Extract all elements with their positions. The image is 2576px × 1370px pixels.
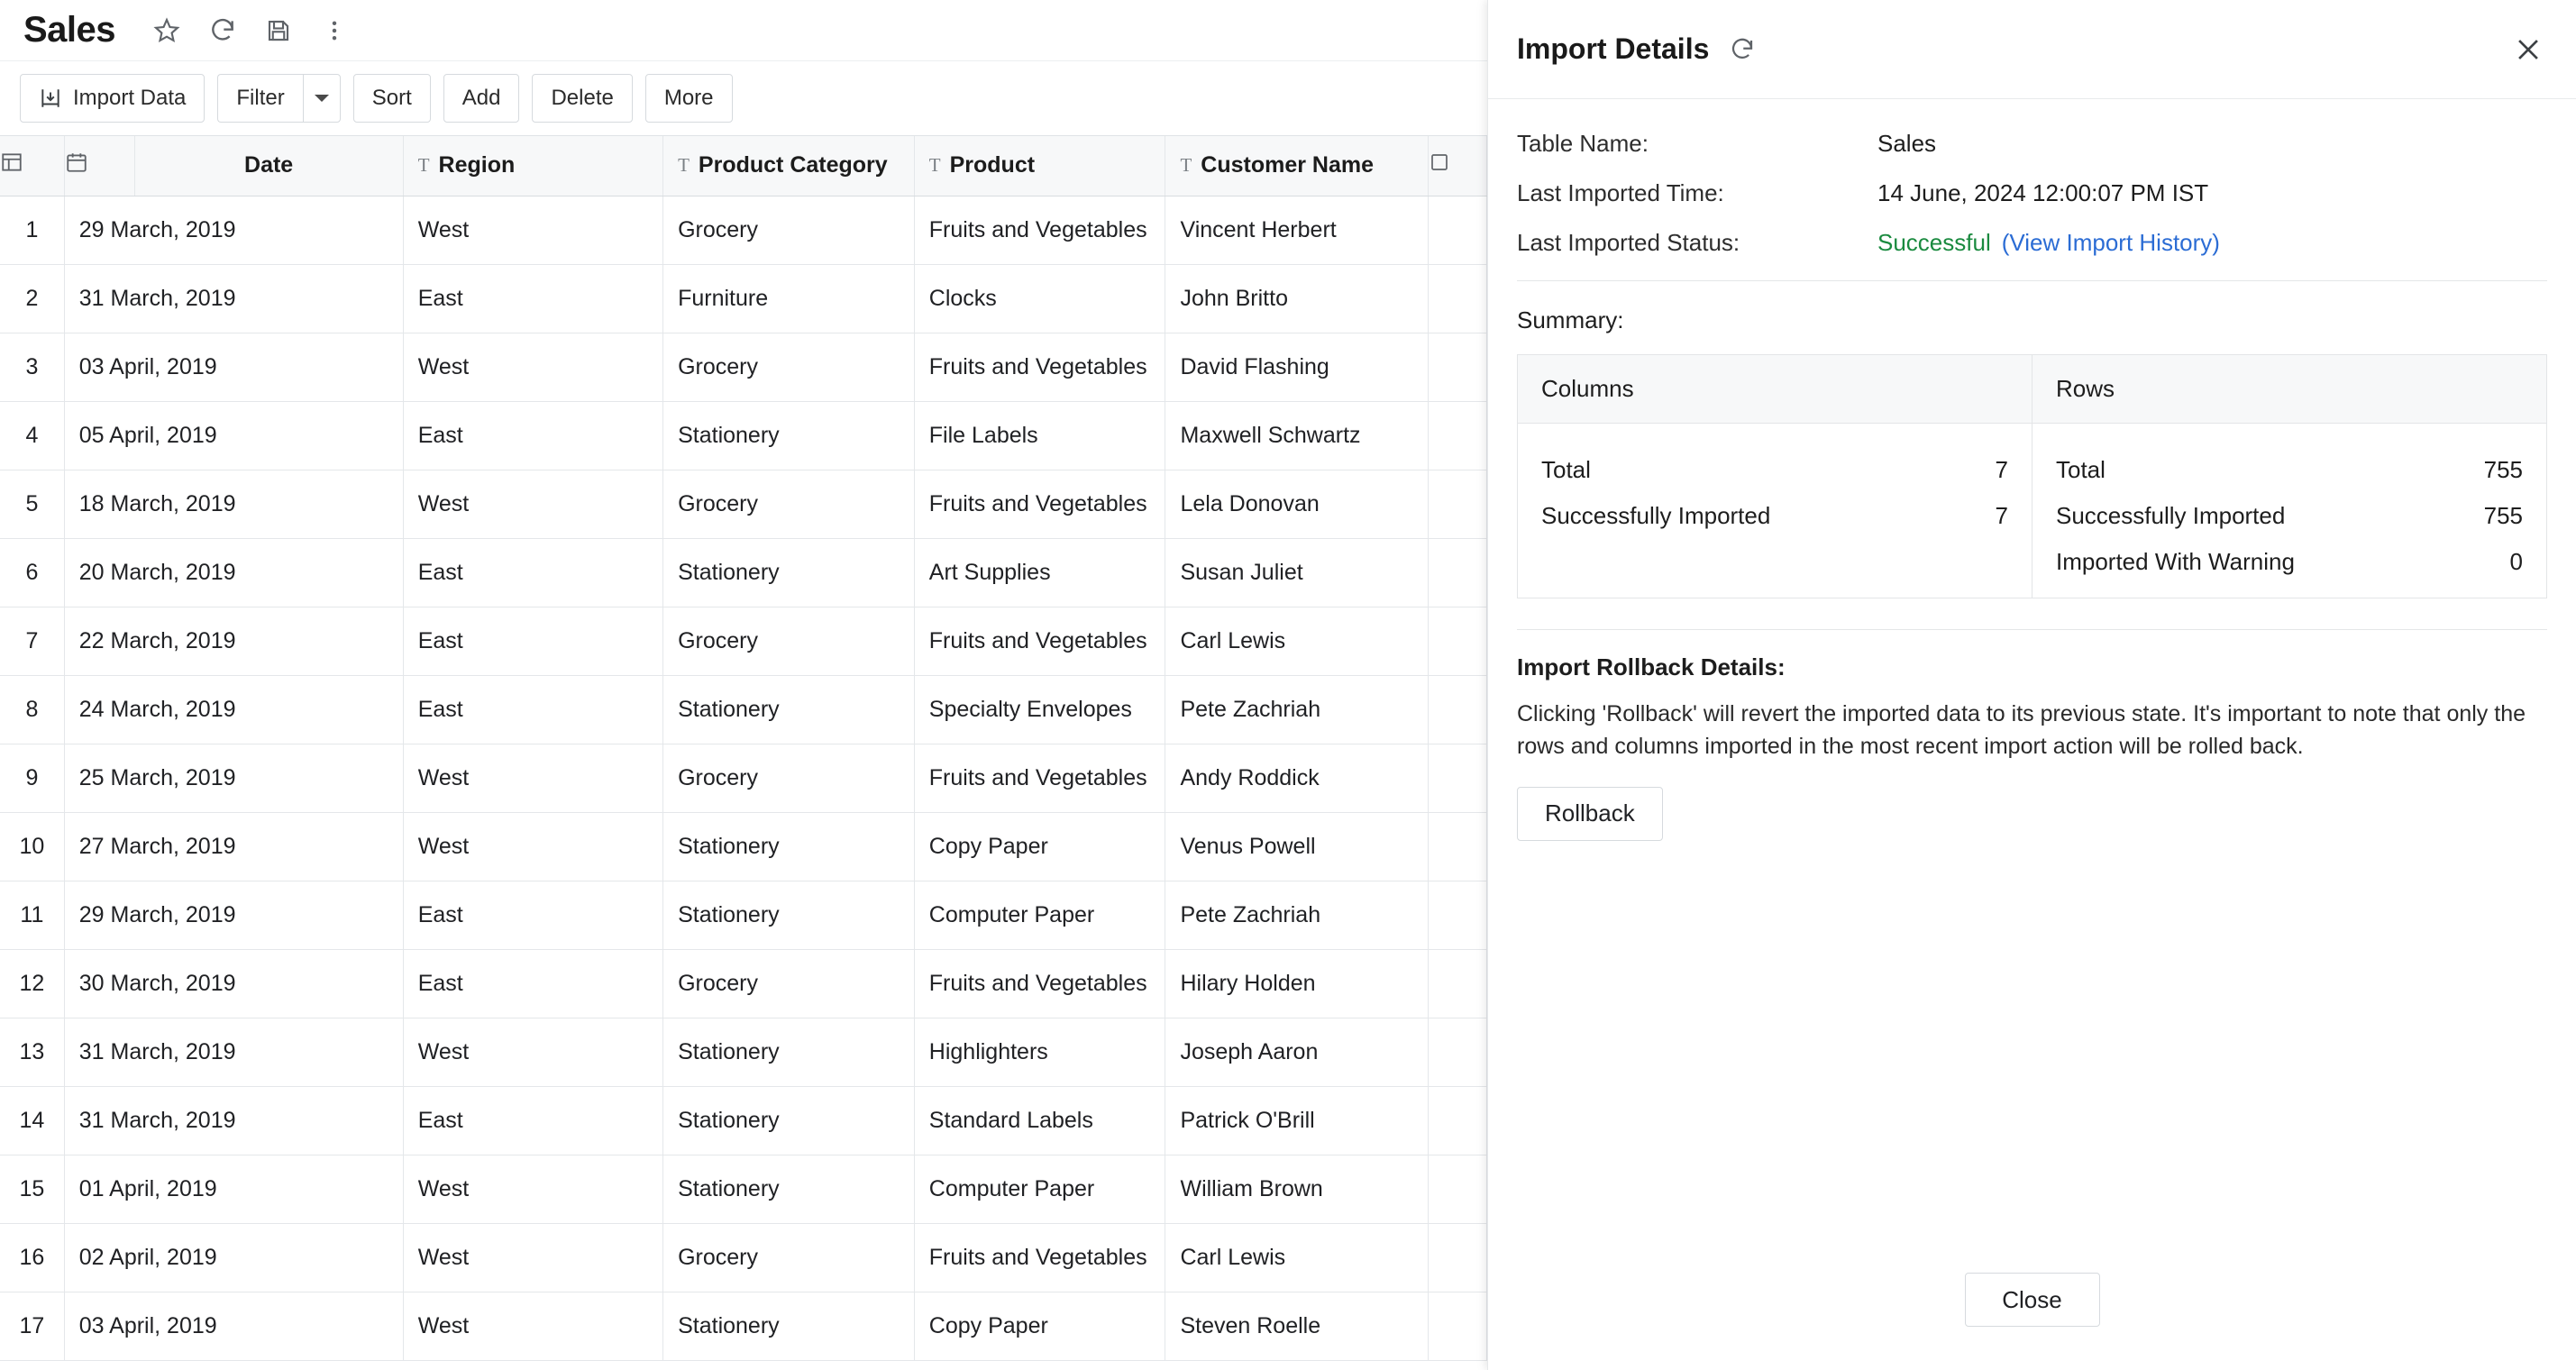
cell-product[interactable]: Computer Paper [914,881,1165,949]
cell-product[interactable]: Fruits and Vegetables [914,744,1165,812]
table-row[interactable] [0,881,1487,949]
table-row[interactable] [0,949,1487,1018]
cell-category[interactable]: Stationery [663,812,915,881]
cell-category[interactable]: Stationery [663,538,915,607]
summary-columns-cell [1518,424,2032,598]
field-table-name [1517,130,2547,158]
more-vertical-icon[interactable] [315,12,353,50]
cell-category[interactable]: Stationery [663,1155,915,1223]
cell-extra[interactable] [1429,1292,1487,1360]
sort-label: Sort [371,86,412,110]
cell-extra[interactable] [1429,264,1487,333]
column-header-date[interactable] [134,136,403,196]
cell-date[interactable]: 30 March, 2019 [64,949,403,1018]
cell-category[interactable]: Stationery [663,1292,915,1360]
cell-customer[interactable]: Susan Juliet [1165,538,1429,607]
summary-item-label: Successfully Imported [2056,502,2286,529]
column-header-customer-name[interactable] [1165,136,1429,196]
cell-product[interactable]: Fruits and Vegetables [914,1223,1165,1292]
panel-body [1488,99,2576,1370]
cell-date[interactable]: 18 March, 2019 [64,470,403,538]
summary-item [2056,436,2523,493]
rollback-button[interactable]: Rollback [1517,787,1663,841]
cell-date[interactable]: 20 March, 2019 [64,538,403,607]
cell-region[interactable]: West [403,1292,662,1360]
cell-region[interactable]: West [403,470,662,538]
refresh-icon[interactable] [1729,36,1756,63]
row-number: 10 [0,812,64,881]
cell-date[interactable]: 03 April, 2019 [64,333,403,401]
table-row[interactable] [0,1086,1487,1155]
summary-item-label: Successfully Imported [1541,502,1771,529]
cell-product[interactable]: File Labels [914,401,1165,470]
cell-product[interactable]: Clocks [914,264,1165,333]
cell-region[interactable]: East [403,881,662,949]
cell-region[interactable]: East [403,675,662,744]
cell-extra[interactable] [1429,470,1487,538]
cell-date[interactable]: 01 April, 2019 [64,1155,403,1223]
import-data-label: Import Data [73,86,187,110]
cell-date[interactable]: 05 April, 2019 [64,401,403,470]
cell-customer[interactable]: John Britto [1165,264,1429,333]
column-header-region-label: Region [438,152,516,178]
date-column-type-icon [64,136,134,196]
cell-region[interactable]: East [403,1086,662,1155]
row-number: 3 [0,333,64,401]
cell-extra[interactable] [1429,744,1487,812]
column-header-product[interactable] [914,136,1165,196]
more-button[interactable] [645,74,733,123]
cell-date[interactable]: 31 March, 2019 [64,1086,403,1155]
table-row[interactable] [0,1155,1487,1223]
cell-extra[interactable] [1429,812,1487,881]
cell-customer[interactable]: Joseph Aaron [1165,1018,1429,1086]
cell-date[interactable]: 31 March, 2019 [64,264,403,333]
cell-category[interactable]: Stationery [663,1018,915,1086]
summary-label: Summary: [1517,306,1624,333]
cell-product[interactable]: Specialty Envelopes [914,675,1165,744]
summary-item [1541,436,2008,493]
cell-date[interactable]: 02 April, 2019 [64,1223,403,1292]
cell-customer[interactable]: Carl Lewis [1165,607,1429,675]
cell-region[interactable]: West [403,1155,662,1223]
cell-category[interactable]: Stationery [663,401,915,470]
divider [1517,280,2547,281]
cell-product[interactable]: Highlighters [914,1018,1165,1086]
cell-customer[interactable]: Maxwell Schwartz [1165,401,1429,470]
cell-category[interactable]: Grocery [663,333,915,401]
cell-extra[interactable] [1429,1086,1487,1155]
text-type-icon: T [1180,154,1192,177]
text-type-icon: T [417,154,430,177]
summary-body-row [1518,424,2547,598]
cell-category[interactable]: Grocery [663,949,915,1018]
column-header-region[interactable] [403,136,662,196]
cell-region[interactable]: West [403,1018,662,1086]
cell-customer[interactable]: William Brown [1165,1155,1429,1223]
cell-customer[interactable]: Lela Donovan [1165,470,1429,538]
cell-category[interactable]: Grocery [663,1223,915,1292]
close-icon[interactable] [2513,34,2544,65]
row-number: 9 [0,744,64,812]
cell-date[interactable]: 22 March, 2019 [64,607,403,675]
table-row[interactable] [0,1223,1487,1292]
table-row[interactable] [0,1292,1487,1360]
cell-extra[interactable] [1429,881,1487,949]
cell-category[interactable]: Furniture [663,264,915,333]
rollback-description: Clicking 'Rollback' will revert the imported data to its previous state. It's important to note that only the rows and columns imported in the most recent import action will be rolled back. [1517,701,2526,760]
cell-product[interactable]: Standard Labels [914,1086,1165,1155]
summary-rows-header: Rows [2032,355,2547,424]
table-row[interactable] [0,538,1487,607]
cell-category[interactable]: Grocery [663,196,915,264]
panel-footer [1488,1273,2576,1327]
table-row[interactable] [0,744,1487,812]
last-imported-time-label: Last Imported Time: [1517,179,1724,206]
summary-rows-cell [2032,424,2547,598]
summary-item-label: Total [1541,456,1591,483]
text-type-icon: T [678,154,690,177]
cell-product[interactable]: Art Supplies [914,538,1165,607]
cell-region[interactable]: West [403,744,662,812]
cell-date[interactable]: 24 March, 2019 [64,675,403,744]
cell-customer[interactable]: Pete Zachriah [1165,881,1429,949]
chevron-down-icon[interactable] [303,74,341,123]
select-all-header[interactable] [0,136,64,196]
cell-date[interactable]: 03 April, 2019 [64,1292,403,1360]
panel-title: Import Details [1517,32,1710,65]
row-number: 5 [0,470,64,538]
column-header-date-label: Date [244,152,294,178]
cell-product[interactable]: Fruits and Vegetables [914,607,1165,675]
cell-product[interactable]: Fruits and Vegetables [914,196,1165,264]
table-row[interactable] [0,675,1487,744]
cell-customer[interactable]: Carl Lewis [1165,1223,1429,1292]
last-imported-time-value: 14 June, 2024 12:00:07 PM IST [1877,179,2209,206]
cell-region[interactable]: East [403,949,662,1018]
column-header-next[interactable] [1429,136,1487,196]
summary-item-value: 755 [2483,502,2523,529]
cell-product[interactable]: Copy Paper [914,1292,1165,1360]
column-header-product-category-label: Product Category [698,152,888,178]
table-row[interactable] [0,196,1487,264]
table-name-label: Table Name: [1517,130,1649,157]
cell-extra[interactable] [1429,1018,1487,1086]
table-row[interactable] [0,1018,1487,1086]
cell-extra[interactable] [1429,607,1487,675]
cell-extra[interactable] [1429,1155,1487,1223]
cell-extra[interactable] [1429,949,1487,1018]
table-row[interactable] [0,812,1487,881]
cell-extra[interactable] [1429,538,1487,607]
cell-category[interactable]: Grocery [663,470,915,538]
summary-item [2056,493,2523,539]
cell-region[interactable]: West [403,812,662,881]
cell-extra[interactable] [1429,675,1487,744]
table-row[interactable] [0,401,1487,470]
column-header-product-category[interactable] [663,136,915,196]
status-badge: Successful [1877,229,1991,256]
row-number: 8 [0,675,64,744]
cell-date[interactable]: 29 March, 2019 [64,196,403,264]
cell-region[interactable]: East [403,264,662,333]
more-label: More [663,86,714,110]
sales-table [0,136,1487,1361]
row-number: 6 [0,538,64,607]
table-row[interactable] [0,470,1487,538]
cell-customer[interactable]: Hilary Holden [1165,949,1429,1018]
summary-item-value: 7 [1995,456,2008,483]
import-icon [39,87,62,110]
row-number: 2 [0,264,64,333]
summary-item-label: Imported With Warning [2056,548,2295,575]
summary-item-value: 755 [2483,456,2523,483]
cell-region[interactable]: West [403,333,662,401]
cell-customer[interactable]: Steven Roelle [1165,1292,1429,1360]
summary-item-value: 7 [1995,502,2008,529]
summary-item-label: Total [2056,456,2106,483]
cell-product[interactable]: Computer Paper [914,1155,1165,1223]
cell-customer[interactable]: Andy Roddick [1165,744,1429,812]
cell-category[interactable]: Stationery [663,1086,915,1155]
row-number: 1 [0,196,64,264]
summary-header-row [1518,355,2547,424]
cell-product[interactable]: Copy Paper [914,812,1165,881]
last-imported-status-label: Last Imported Status: [1517,229,1740,256]
cell-customer[interactable]: Venus Powell [1165,812,1429,881]
row-number: 11 [0,881,64,949]
filter-button[interactable] [217,74,302,123]
row-number: 12 [0,949,64,1018]
cell-date[interactable]: 29 March, 2019 [64,881,403,949]
field-last-imported-time [1517,179,2547,207]
row-number: 13 [0,1018,64,1086]
filter-split-button[interactable] [217,74,340,123]
data-grid[interactable] [0,135,1487,1370]
cell-product[interactable]: Fruits and Vegetables [914,333,1165,401]
cell-category[interactable]: Stationery [663,675,915,744]
delete-label: Delete [551,86,614,110]
view-import-history-link[interactable]: (View Import History) [2001,229,2220,256]
cell-customer[interactable]: Vincent Herbert [1165,196,1429,264]
table-header-row [0,136,1487,196]
panel-header [1488,0,2576,99]
cell-region[interactable]: East [403,607,662,675]
row-number: 4 [0,401,64,470]
row-number: 16 [0,1223,64,1292]
delete-button[interactable] [532,74,632,123]
summary-item [2056,539,2523,585]
table-toolbar [0,61,1487,135]
cell-region[interactable]: East [403,401,662,470]
cell-customer[interactable]: Patrick O'Brill [1165,1086,1429,1155]
table-body [0,196,1487,1360]
cell-customer[interactable]: Pete Zachriah [1165,675,1429,744]
app-title-bar [0,0,1487,61]
summary-item [1541,493,2008,539]
cell-product[interactable]: Fruits and Vegetables [914,470,1165,538]
divider [1517,629,2547,630]
row-number: 17 [0,1292,64,1360]
row-number: 14 [0,1086,64,1155]
cell-extra[interactable] [1429,1223,1487,1292]
table-row[interactable] [0,333,1487,401]
star-icon[interactable] [148,12,186,50]
cell-date[interactable]: 27 March, 2019 [64,812,403,881]
rollback-title: Import Rollback Details: [1517,653,1786,680]
cell-category[interactable]: Grocery [663,744,915,812]
save-icon[interactable] [260,12,297,50]
cell-category[interactable]: Stationery [663,881,915,949]
summary-item-value: 0 [2509,548,2523,575]
cell-customer[interactable]: David Flashing [1165,333,1429,401]
refresh-icon[interactable] [204,12,242,50]
cell-region[interactable]: West [403,196,662,264]
add-label: Add [461,86,501,110]
table-row[interactable] [0,607,1487,675]
sort-button[interactable] [353,74,431,123]
cell-date[interactable]: 25 March, 2019 [64,744,403,812]
cell-extra[interactable] [1429,401,1487,470]
cell-date[interactable]: 31 March, 2019 [64,1018,403,1086]
cell-category[interactable]: Grocery [663,607,915,675]
close-button[interactable]: Close [1965,1273,2100,1327]
import-data-button[interactable] [20,74,205,123]
text-type-icon: T [928,154,941,177]
page-title: Sales [23,10,116,50]
cell-region[interactable]: East [403,538,662,607]
row-number: 7 [0,607,64,675]
add-button[interactable] [443,74,520,123]
field-last-imported-status [1517,229,2547,257]
cell-extra[interactable] [1429,196,1487,264]
column-header-customer-name-label: Customer Name [1201,152,1375,178]
table-name-value: Sales [1877,130,1937,157]
cell-region[interactable]: West [403,1223,662,1292]
cell-extra[interactable] [1429,333,1487,401]
cell-product[interactable]: Fruits and Vegetables [914,949,1165,1018]
filter-label: Filter [236,86,285,110]
table-row[interactable] [0,264,1487,333]
summary-columns-header: Columns [1518,355,2032,424]
import-details-panel [1487,0,2576,1370]
summary-table [1517,354,2547,598]
row-number: 15 [0,1155,64,1223]
column-header-product-label: Product [949,152,1036,178]
